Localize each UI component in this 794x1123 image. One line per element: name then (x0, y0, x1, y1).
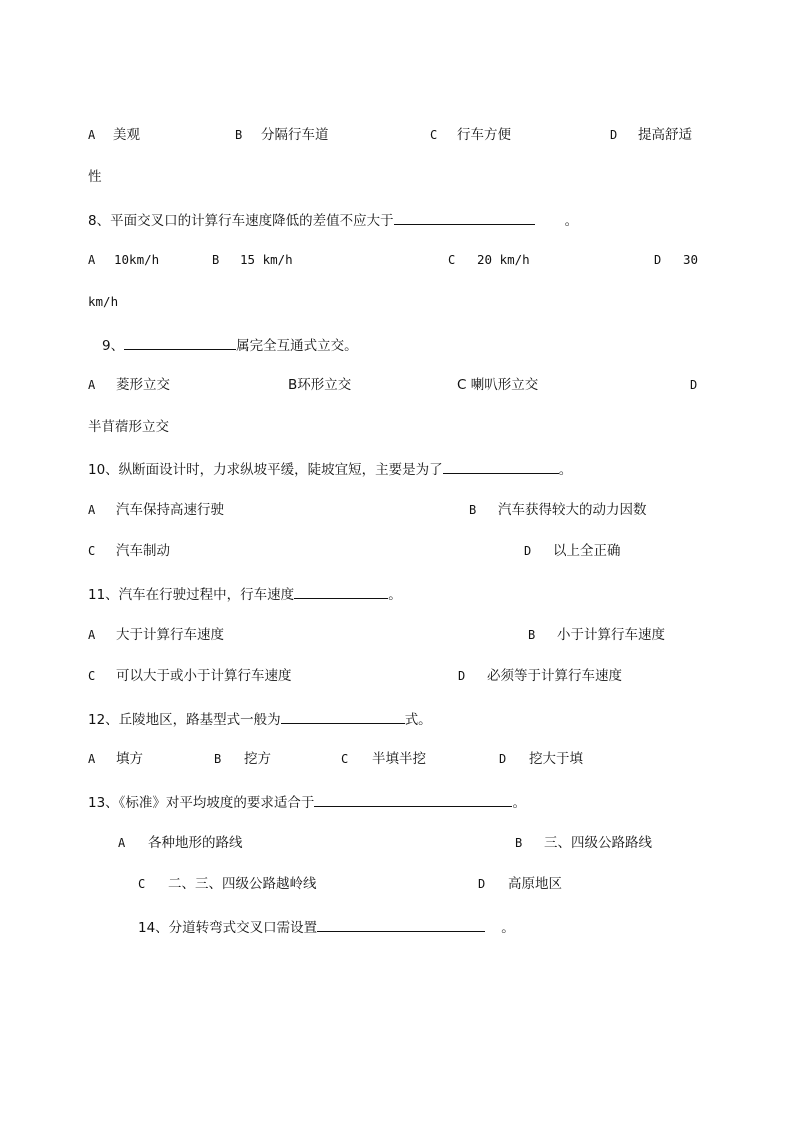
q9-stem-number: 9、 (102, 338, 125, 354)
q11-stem (88, 584, 402, 604)
q13-option-b-letter: B (515, 836, 523, 850)
q11-option-b-letter: B (528, 628, 536, 642)
q13-option-a-letter: A (118, 836, 126, 850)
q12-option-d-letter: D (499, 752, 507, 766)
q12-option-b-letter: B (214, 752, 222, 766)
q12-option-a-text: 填方 (116, 751, 143, 767)
q8-option-a-text: 10km/h (114, 252, 160, 267)
q11-option-d-letter: D (458, 669, 466, 683)
q12-option-c-text: 半填半挖 (372, 751, 426, 767)
q12-stem-text: 12、丘陵地区，路基型式一般为 (88, 712, 281, 728)
q12-option-d-text: 挖大于填 (529, 751, 583, 767)
q13-option-d-letter: D (478, 877, 486, 891)
q10-stem-text: 10、纵断面设计时，力求纵坡平缓，陡坡宜短，主要是为了 (88, 462, 443, 478)
q13-option-b-text: 三、四级公路路线 (544, 835, 652, 851)
q12-option-a-letter: A (88, 752, 96, 766)
q8-option-a-letter: A (88, 253, 96, 267)
q10-stem-end: 。 (558, 462, 573, 478)
q7-option-a-letter: A (88, 128, 96, 142)
q8-stem-end: 。 (564, 213, 579, 229)
q11-stem-end: 。 (388, 587, 402, 603)
q7-option-a-text: 美观 (113, 127, 140, 143)
q14-stem-text: 14、分道转弯式交叉口需设置 (138, 920, 318, 936)
q8-option-b-text: 15 km/h (240, 252, 293, 267)
q12-stem-end: 式。 (404, 712, 432, 728)
q9-option-a-text: 菱形立交 (116, 377, 170, 393)
q8-stem (88, 210, 578, 230)
q12-option-c-letter: C (341, 752, 349, 766)
q11-option-c-text: 可以大于或小于计算行车速度 (116, 668, 292, 684)
q8-option-d-letter: D (654, 253, 662, 267)
q8-option-b-letter: B (212, 253, 220, 267)
q12-stem (88, 709, 432, 729)
q9-option-b: B环形立交 (288, 377, 352, 393)
q13-answer-blank[interactable] (314, 792, 512, 807)
q10-stem (88, 459, 572, 479)
q7-option-c-text: 行车方便 (457, 127, 511, 143)
q11-option-a-letter: A (88, 628, 96, 642)
q8-option-c-text: 20 km/h (477, 252, 530, 267)
q7-option-d-letter: D (610, 128, 618, 142)
q8-stem-text: 8、平面交叉口的计算行车速度降低的差值不应大于 (88, 213, 394, 229)
q13-option-d-text: 高原地区 (508, 876, 562, 892)
q11-answer-blank[interactable] (294, 584, 388, 599)
q9-stem-text: 属完全互通式立交。 (236, 338, 358, 354)
q8-option-c-letter: C (448, 253, 456, 267)
q11-stem-text: 11、汽车在行驶过程中，行车速度 (88, 587, 295, 603)
q13-stem-text: 13、《标准》对平均坡度的要求适合于 (88, 795, 315, 811)
q7-option-d-continuation: 性 (88, 169, 102, 185)
q10-option-b-text: 汽车获得较大的动力因数 (498, 502, 647, 518)
q7-option-b-text: 分隔行车道 (261, 127, 329, 143)
q7-option-d-text: 提高舒适 (638, 127, 692, 143)
q11-option-c-letter: C (88, 669, 96, 683)
q9-option-c: C 喇叭形立交 (457, 377, 539, 393)
q8-answer-blank[interactable] (394, 210, 535, 225)
q8-option-d-text: 30 (683, 252, 699, 267)
q7-option-b-letter: B (235, 128, 243, 142)
q10-option-c-letter: C (88, 544, 96, 558)
q7-option-c-letter: C (430, 128, 438, 142)
q13-stem-end: 。 (512, 795, 526, 811)
q9-option-d-continuation: 半苜蓿形立交 (88, 419, 169, 435)
q11-option-d-text: 必须等于计算行车速度 (487, 668, 622, 684)
q12-option-b-text: 挖方 (244, 751, 271, 767)
q10-option-c-text: 汽车制动 (116, 543, 170, 559)
q9-answer-blank[interactable] (124, 335, 236, 350)
q9-option-d-letter: D (690, 378, 698, 392)
q10-answer-blank[interactable] (443, 459, 559, 474)
q10-option-a-text: 汽车保持高速行驶 (116, 502, 224, 518)
q9-option-a-letter: A (88, 378, 96, 392)
q14-stem-end: 。 (501, 920, 515, 936)
q9-stem (102, 335, 358, 355)
q11-option-b-text: 小于计算行车速度 (557, 627, 665, 643)
q11-option-a-text: 大于计算行车速度 (116, 627, 224, 643)
q10-option-d-letter: D (524, 544, 532, 558)
q13-option-c-text: 二、三、四级公路越岭线 (168, 876, 317, 892)
q12-answer-blank[interactable] (281, 709, 405, 724)
q10-option-d-text: 以上全正确 (553, 543, 621, 559)
q13-stem (88, 792, 526, 812)
q10-option-b-letter: B (469, 503, 477, 517)
q13-option-c-letter: C (138, 877, 146, 891)
q8-option-d-continuation: km/h (88, 294, 119, 309)
q14-answer-blank[interactable] (317, 917, 485, 932)
q10-option-a-letter: A (88, 503, 96, 517)
q14-stem (138, 917, 515, 937)
q13-option-a-text: 各种地形的路线 (148, 835, 243, 851)
